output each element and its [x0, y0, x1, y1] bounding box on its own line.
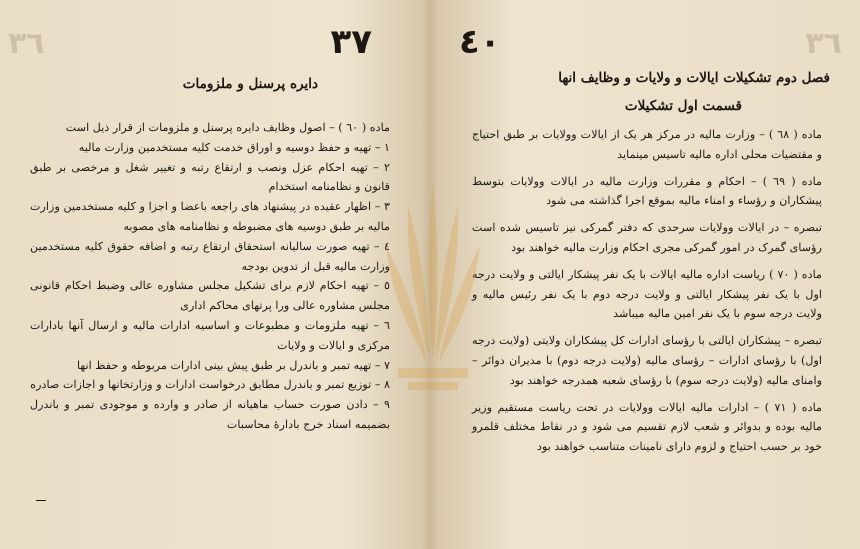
page-body — [472, 125, 822, 457]
page-number: ٣٧ — [330, 22, 372, 62]
show-through-page-number: ٣٦ — [8, 26, 45, 61]
paragraph: ماده ( ٧١ ) – ادارات مالیه ایالات وولایات در تحت ریاست مستقیم وزیر مالیه بوده و بدوائر و شعب لازم تقسیم می شود و در نقاط مختلف قلمرو خود بر حسب احتیاج و لزوم دارای نامینات متناسب خواهند بود — [472, 400, 822, 454]
list-item: ٣ – اظهار عقیده در پیشنهاد های راجعه باعضا و اجزا و کلیه مستخدمین وزارت مالیه بر طبق دوسیه های مضبوطه و نظامنامه های مصوبه — [30, 200, 390, 233]
paragraph: تبصره – پیشکاران ایالتی با رؤسای ادارات کل پیشکاران ولایتی (ولایت درجه اول) با رؤسای ادارات – رؤسای مالیه (ولایت درجه دوم) با مدیران دوائر – وامنای مالیه (ولایت درجه سوم) با رؤسای شعبه همدرجه خواهند بود — [472, 334, 822, 387]
paragraph: ماده ( ٧٠ ) ریاست اداره مالیه ایالات با یک نفر پیشکار ایالتی و ولایت درجه اول با یک نفر پیشکار ایالتی و ولایت درجه دوم با یک نفر رئیس مالیه و ولایت درجه سوم با یک نفر امین مالیه میباشد — [472, 267, 822, 321]
list-item: ١ – تهیه و حفظ دوسیه و اوراق خدمت کلیه مستخدمین وزارت مالیه — [78, 140, 390, 154]
right-page — [437, 0, 860, 549]
show-through-page-number: ٣٦ — [805, 26, 842, 61]
list-item: ٦ – تهیه ملزومات و مطبوعات و اساسیه ادارات مالیه و ارسال آنها بادارات مرکزی و ایالات و ولایات — [30, 318, 390, 352]
section-title: قسمت اول تشکیلات — [624, 98, 742, 114]
paragraph: ماده ( ٦٠ ) – اصول وظایف دایره پرسنل و ملزومات از قرار ذیل است — [65, 121, 390, 134]
page-number: ٤٠ — [459, 22, 501, 62]
margin-mark — [36, 500, 46, 501]
page-body — [30, 118, 390, 435]
paragraph: ماده ( ٦٩ ) – احکام و مقررات وزارت مالیه در ایالات وولایات بتوسط پیشکاران و رؤساء و امناء مالیه بموقع اجرا گذاشته می شود — [472, 174, 822, 208]
list-item: ٩ – دادن صورت حساب ماهیانه از صادر و وارده و موجودی تمبر و باندرل بضمیمه اسناد خرج بادارهٔ محاسبات — [30, 398, 390, 431]
list-item: ٤ – تهیه صورت سالیانه استحقاق ارتقاع رتبه و اضافه حقوق کلیه مستخدمین وزارت مالیه قبل از تدوین بودجه — [30, 239, 390, 273]
chapter-title: فصل دوم تشکیلات ایالات و ولایات و وظایف انها — [558, 70, 830, 86]
paragraph: تبصره – در ایالات وولایات سرحدی که دفتر گمرکی نیز تاسیس شده است رؤسای گمرک در امور گمرکی مجری احکام وزارت مالیه خواهند بود — [472, 221, 822, 254]
list-item: ٨ – توزیع تمبر و باندرل مطابق درخواست ادارات و وزارتخانها و اجازات صادره — [30, 378, 390, 392]
list-item: ٥ – تهیه احکام لازم برای تشکیل مجلس مشاوره عالی وضبط احکام قانونی مجلس مشاوره عالی ورا پرتهای محاکم اداری — [30, 279, 390, 313]
list-item: ٧ – تهیه تمبر و باندرل بر طبق پیش بینی ادارات مربوطه و حفظ انها — [76, 358, 390, 372]
section-title: دایره پرسنل و ملزومات — [182, 76, 318, 92]
list-item: ٢ – تهیه احکام عزل ونصب و ارتقاع رتبه و تغییر شغل و مرخصی بر طبق قانون و نظامنامه استخدام — [30, 160, 390, 194]
paragraph: ماده ( ٦٨ ) – وزارت مالیه در مرکز هر یک از ایالات وولایات بر طبق احتیاج و مقتضیات محلی اداره مالیه تاسیس مینماید — [472, 128, 822, 161]
